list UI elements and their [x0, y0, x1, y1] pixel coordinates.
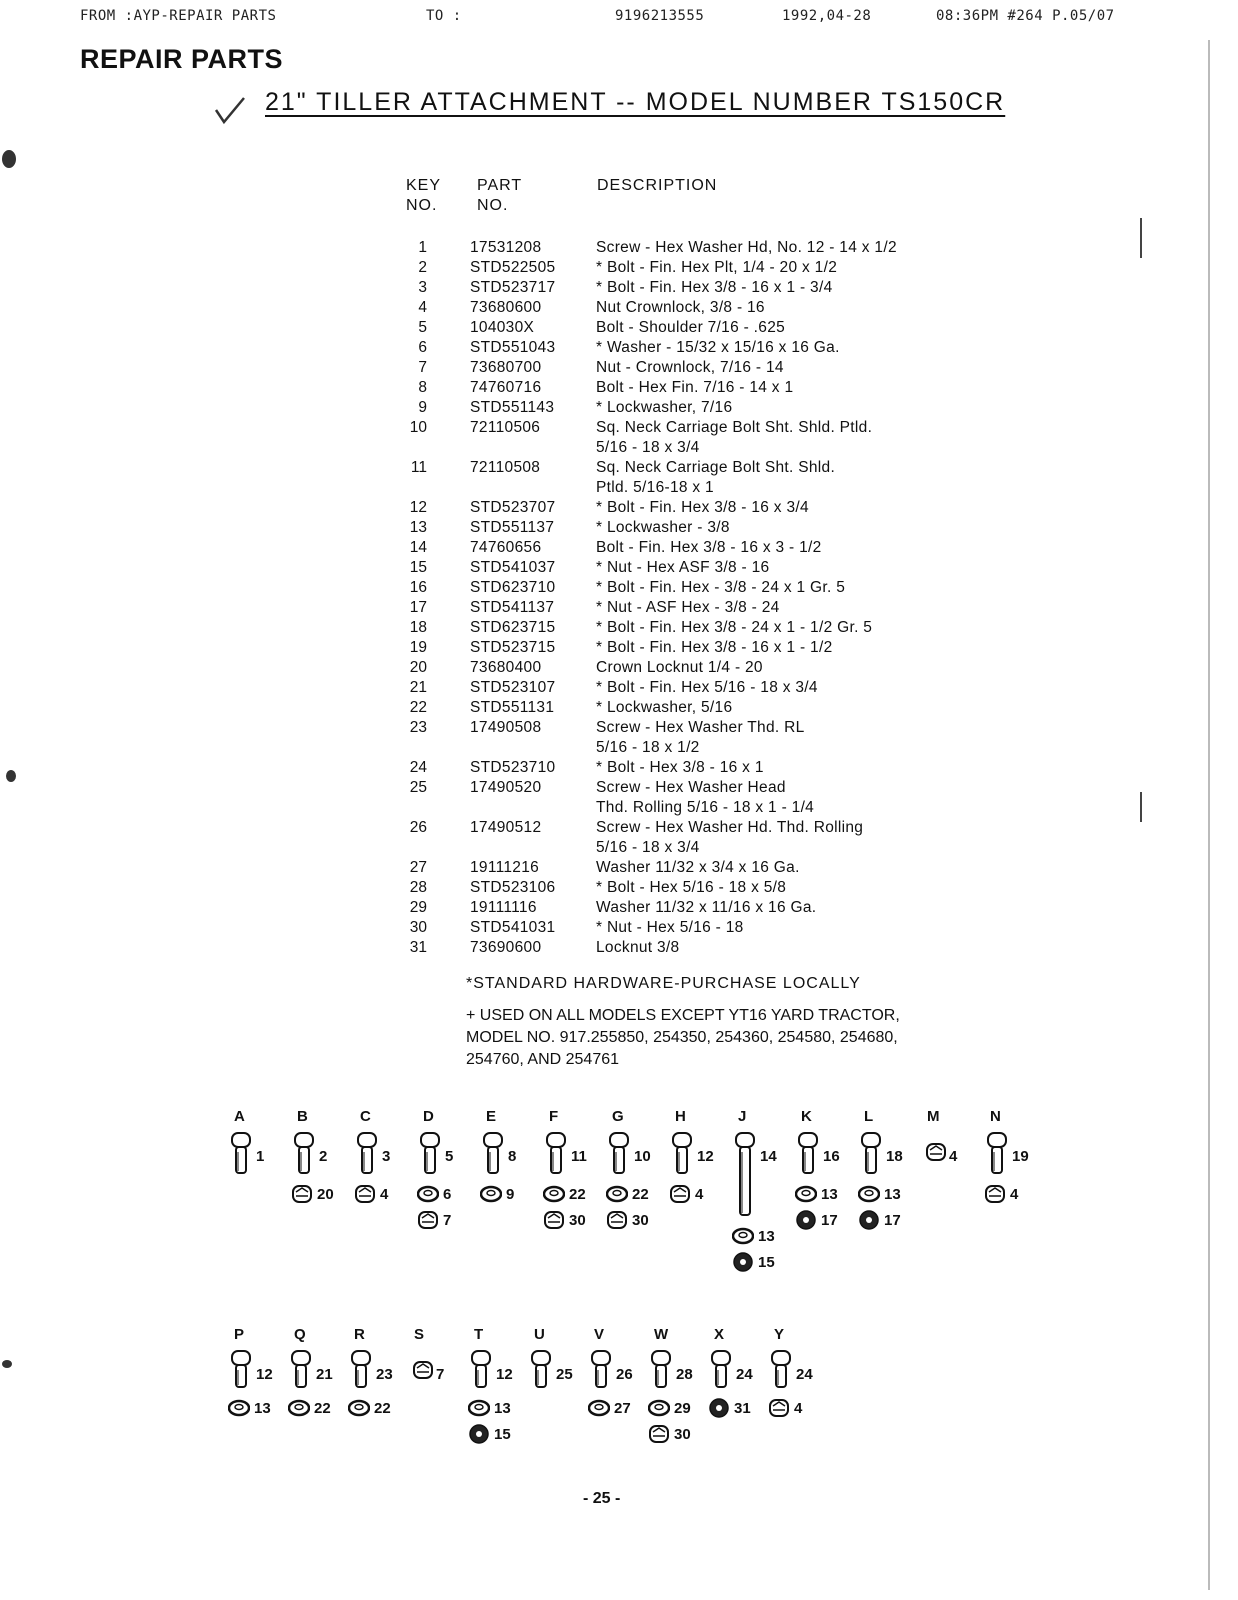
- page-title: REPAIR PARTS: [80, 44, 284, 74]
- fax-from: FROM :AYP-REPAIR PARTS: [80, 8, 277, 24]
- bolt-icon: [860, 1132, 882, 1178]
- key-cell: 30: [409, 919, 427, 936]
- part-number-cell: STD551143: [470, 399, 555, 416]
- part-callout: 4: [949, 1148, 958, 1165]
- bolt-icon: [986, 1132, 1008, 1178]
- description-cell: * Bolt - Fin. Hex - 3/8 - 24 x 1 Gr. 5: [596, 579, 846, 596]
- part-number-cell: 73680600: [470, 299, 542, 316]
- key-cell: 20: [409, 659, 427, 676]
- part-callout: 28: [676, 1366, 693, 1383]
- part-callout: 13: [494, 1400, 511, 1417]
- key-cell: 19: [409, 639, 427, 656]
- part-callout: 13: [758, 1228, 775, 1245]
- bolt-icon: [419, 1132, 441, 1178]
- description-cell: Screw - Hex Washer Hd. Thd. Rolling 5/16 - 18 x 3/4: [596, 819, 864, 856]
- nut-icon: [412, 1360, 434, 1380]
- part-number-cell: 104030X: [470, 319, 535, 336]
- part-label: A: [234, 1108, 245, 1125]
- part-number-cell: STD541037: [470, 559, 556, 576]
- part-callout: 19: [1012, 1148, 1029, 1165]
- part-callout: 31: [734, 1400, 751, 1417]
- part-label: E: [486, 1108, 497, 1125]
- part-number-cell: 19111216: [470, 859, 540, 876]
- key-cell: 8: [418, 379, 427, 396]
- key-cell: 23: [409, 719, 427, 736]
- part-callout: 30: [674, 1426, 691, 1443]
- part-number-cell: 17490520: [470, 779, 542, 796]
- part-callout: 15: [494, 1426, 511, 1443]
- part-number-cell: 17490512: [470, 819, 542, 836]
- key-cell: 10: [409, 419, 427, 436]
- washer-icon: [228, 1398, 250, 1418]
- part-callout: 29: [674, 1400, 691, 1417]
- washer-icon: [417, 1184, 439, 1204]
- part-callout: 2: [319, 1148, 328, 1165]
- dark-icon: [732, 1252, 754, 1272]
- part-number-cell: STD623710: [470, 579, 556, 596]
- description-cell: * Nut - ASF Hex - 3/8 - 24: [596, 599, 780, 616]
- part-number-cell: 73680400: [470, 659, 542, 676]
- part-callout: 18: [886, 1148, 903, 1165]
- part-callout: 25: [556, 1366, 573, 1383]
- part-callout: 27: [614, 1400, 631, 1417]
- part-callout: 17: [821, 1212, 838, 1229]
- key-cell: 22: [409, 699, 427, 716]
- description-cell: Bolt - Fin. Hex 3/8 - 16 x 3 - 1/2: [596, 539, 822, 556]
- fax-phone: 9196213555: [615, 8, 705, 24]
- bolt-icon: [470, 1350, 492, 1392]
- washer-icon: [732, 1226, 754, 1246]
- bolt-icon: [590, 1350, 612, 1392]
- washer-icon: [543, 1184, 565, 1204]
- fax-time-page: 08:36PM #264 P.05/07: [936, 8, 1115, 24]
- part-callout: 4: [695, 1186, 704, 1203]
- scan-speck: [6, 770, 16, 782]
- description-cell: * Lockwasher, 7/16: [596, 399, 733, 416]
- part-callout: 15: [758, 1254, 775, 1271]
- column-header-description: DESCRIPTION: [597, 177, 718, 194]
- description-cell: * Lockwasher - 3/8: [596, 519, 730, 536]
- part-label: W: [654, 1326, 669, 1343]
- key-cell: 24: [409, 759, 427, 776]
- description-cell: Nut Crownlock, 3/8 - 16: [596, 299, 765, 316]
- part-callout: 22: [374, 1400, 391, 1417]
- key-cell: 25: [409, 779, 427, 796]
- description-cell: * Bolt - Fin. Hex 3/8 - 16 x 3/4: [596, 499, 809, 516]
- part-number-cell: STD523710: [470, 759, 556, 776]
- part-number-cell: STD523717: [470, 279, 556, 296]
- description-cell: Nut - Crownlock, 7/16 - 14: [596, 359, 784, 376]
- part-callout: 4: [794, 1400, 803, 1417]
- bolt-icon: [650, 1350, 672, 1392]
- part-label: Y: [774, 1326, 785, 1343]
- scan-speck: [2, 150, 16, 168]
- nut-icon: [606, 1210, 628, 1230]
- fax-header: [80, 8, 1190, 28]
- part-label: B: [297, 1108, 308, 1125]
- part-number-cell: 19111116: [470, 899, 537, 916]
- description-cell: * Nut - Hex ASF 3/8 - 16: [596, 559, 770, 576]
- model-usage-note: + USED ON ALL MODELS EXCEPT YT16 YARD TRACTOR, MODEL NO. 917.255850, 254350, 254360, 254580, 254680, 254760, AND 254761: [466, 1007, 900, 1068]
- part-callout: 20: [317, 1186, 334, 1203]
- part-callout: 23: [376, 1366, 393, 1383]
- dark-icon: [858, 1210, 880, 1230]
- key-cell: 6: [418, 339, 427, 356]
- bolt-icon: [230, 1350, 252, 1392]
- key-cell: 26: [409, 819, 427, 836]
- washer-icon: [588, 1398, 610, 1418]
- part-callout: 7: [443, 1212, 452, 1229]
- part-callout: 30: [632, 1212, 649, 1229]
- description-cell: * Bolt - Hex 3/8 - 16 x 1: [596, 759, 764, 776]
- scan-edge: [1208, 40, 1210, 1590]
- bolt-icon: [797, 1132, 819, 1178]
- part-callout: 6: [443, 1186, 452, 1203]
- column-header-key: KEY NO.: [406, 177, 442, 214]
- bolt-icon: [356, 1132, 378, 1178]
- key-cell: 16: [409, 579, 427, 596]
- key-cell: 1: [418, 239, 427, 256]
- page-subtitle: 21" TILLER ATTACHMENT -- MODEL NUMBER TS150CR: [265, 88, 1006, 116]
- bolt-icon: [710, 1350, 732, 1392]
- part-callout: 4: [1010, 1186, 1019, 1203]
- part-label: D: [423, 1108, 434, 1125]
- description-cell: * Bolt - Fin. Hex 3/8 - 16 x 1 - 1/2: [596, 639, 833, 656]
- part-label: S: [414, 1326, 425, 1343]
- part-callout: 12: [697, 1148, 714, 1165]
- part-label: V: [594, 1326, 605, 1343]
- part-number-cell: STD623715: [470, 619, 556, 636]
- dark-icon: [795, 1210, 817, 1230]
- part-callout: 16: [823, 1148, 840, 1165]
- scan-mark: [1140, 792, 1142, 822]
- washer-icon: [858, 1184, 880, 1204]
- part-number-cell: 17490508: [470, 719, 542, 736]
- description-cell: Screw - Hex Washer Thd. RL 5/16 - 18 x 1/2: [596, 719, 805, 756]
- part-number-cell: STD541137: [470, 599, 555, 616]
- description-cell: Bolt - Hex Fin. 7/16 - 14 x 1: [596, 379, 794, 396]
- part-label: N: [990, 1108, 1001, 1125]
- part-number-cell: STD522505: [470, 259, 556, 276]
- description-cell: Sq. Neck Carriage Bolt Sht. Shld. Ptld. 5/16 - 18 x 3/4: [596, 419, 873, 456]
- bolt-icon: [290, 1350, 312, 1392]
- part-callout: 13: [821, 1186, 838, 1203]
- part-number-cell: STD551043: [470, 339, 556, 356]
- part-label: J: [738, 1108, 747, 1125]
- description-cell: * Nut - Hex 5/16 - 18: [596, 919, 744, 936]
- part-number-cell: STD523107: [470, 679, 556, 696]
- bolt-icon: [671, 1132, 693, 1178]
- part-callout: 8: [508, 1148, 517, 1165]
- description-cell: Screw - Hex Washer Head Thd. Rolling 5/16 - 18 x 1 - 1/4: [596, 779, 815, 816]
- part-number-cell: 73680700: [470, 359, 542, 376]
- key-cell: 2: [418, 259, 427, 276]
- key-cell: 13: [409, 519, 427, 536]
- part-callout: 3: [382, 1148, 391, 1165]
- key-cell: 3: [418, 279, 427, 296]
- part-number-cell: 72110508: [470, 459, 541, 476]
- check-mark-icon: [214, 96, 248, 126]
- scan-mark: [1140, 218, 1142, 258]
- part-callout: 11: [571, 1148, 587, 1165]
- part-number-cell: STD551131: [470, 699, 555, 716]
- key-cell: 14: [409, 539, 427, 556]
- washer-icon: [468, 1398, 490, 1418]
- part-callout: 13: [254, 1400, 271, 1417]
- part-callout: 24: [796, 1366, 813, 1383]
- part-callout: 12: [256, 1366, 273, 1383]
- part-number-cell: STD541031: [470, 919, 556, 936]
- description-cell: * Bolt - Fin. Hex 3/8 - 24 x 1 - 1/2 Gr. 5: [596, 619, 873, 636]
- part-label: M: [927, 1108, 940, 1125]
- part-callout: 22: [632, 1186, 649, 1203]
- description-cell: Washer 11/32 x 3/4 x 16 Ga.: [596, 859, 800, 876]
- part-label: R: [354, 1326, 365, 1343]
- part-callout: 30: [569, 1212, 586, 1229]
- bolt-icon: [350, 1350, 372, 1392]
- part-callout: 22: [569, 1186, 586, 1203]
- bolt-icon: [293, 1132, 315, 1178]
- part-label: P: [234, 1326, 245, 1343]
- key-cell: 7: [418, 359, 427, 376]
- part-number-cell: 72110506: [470, 419, 541, 436]
- part-callout: 9: [506, 1186, 515, 1203]
- part-number-cell: 73690600: [470, 939, 542, 956]
- part-label: C: [360, 1108, 371, 1125]
- description-cell: * Lockwasher, 5/16: [596, 699, 733, 716]
- nut-icon: [417, 1210, 439, 1230]
- part-callout: 24: [736, 1366, 753, 1383]
- part-callout: 22: [314, 1400, 331, 1417]
- part-label: F: [549, 1108, 559, 1125]
- description-cell: Washer 11/32 x 11/16 x 16 Ga.: [596, 899, 817, 916]
- nut-icon: [543, 1210, 565, 1230]
- part-label: T: [474, 1326, 484, 1343]
- part-number-cell: 17531208: [470, 239, 542, 256]
- nut-icon: [768, 1398, 790, 1418]
- part-label: G: [612, 1108, 624, 1125]
- bolt-icon: [530, 1350, 552, 1392]
- description-cell: Locknut 3/8: [596, 939, 680, 956]
- part-number-cell: 74760716: [470, 379, 542, 396]
- key-cell: 27: [409, 859, 427, 876]
- fax-date: 1992,04-28: [782, 8, 872, 24]
- part-callout: 21: [316, 1366, 333, 1383]
- dark-icon: [708, 1398, 730, 1418]
- part-callout: 26: [616, 1366, 633, 1383]
- bolt-icon: [770, 1350, 792, 1392]
- part-callout: 1: [256, 1148, 265, 1165]
- fax-to: TO :: [426, 8, 462, 24]
- part-number-cell: STD551137: [470, 519, 555, 536]
- description-cell: * Bolt - Fin. Hex 3/8 - 16 x 1 - 3/4: [596, 279, 833, 296]
- part-label: U: [534, 1326, 545, 1343]
- description-cell: * Bolt - Fin. Hex 5/16 - 18 x 3/4: [596, 679, 818, 696]
- column-header-part: PART NO.: [477, 177, 523, 214]
- key-cell: 31: [409, 939, 427, 956]
- nut-icon: [354, 1184, 376, 1204]
- description-cell: * Bolt - Fin. Hex Plt, 1/4 - 20 x 1/2: [596, 259, 838, 276]
- part-callout: 17: [884, 1212, 901, 1229]
- page-number: - 25 -: [583, 1490, 621, 1507]
- part-number-cell: STD523715: [470, 639, 556, 656]
- part-label: X: [714, 1326, 725, 1343]
- key-cell: 15: [409, 559, 427, 576]
- washer-icon: [288, 1398, 310, 1418]
- description-cell: Bolt - Shoulder 7/16 - .625: [596, 319, 786, 336]
- key-cell: 12: [409, 499, 427, 516]
- bolt-icon: [545, 1132, 567, 1178]
- part-callout: 4: [380, 1186, 389, 1203]
- washer-icon: [606, 1184, 628, 1204]
- washer-icon: [480, 1184, 502, 1204]
- nut-icon: [669, 1184, 691, 1204]
- part-number-cell: 74760656: [470, 539, 542, 556]
- standard-hardware-note: *STANDARD HARDWARE-PURCHASE LOCALLY: [466, 975, 861, 992]
- description-cell: * Bolt - Hex 5/16 - 18 x 5/8: [596, 879, 787, 896]
- key-cell: 18: [409, 619, 427, 636]
- key-cell: 17: [409, 599, 427, 616]
- part-label: L: [864, 1108, 874, 1125]
- part-label: H: [675, 1108, 686, 1125]
- key-cell: 29: [409, 899, 427, 916]
- part-callout: 10: [634, 1148, 651, 1165]
- part-callout: 14: [760, 1148, 777, 1165]
- description-cell: Crown Locknut 1/4 - 20: [596, 659, 763, 676]
- key-cell: 28: [409, 879, 427, 896]
- key-cell: 21: [409, 679, 427, 696]
- nut-icon: [984, 1184, 1006, 1204]
- nut-icon: [925, 1142, 947, 1162]
- key-cell: 5: [418, 319, 427, 336]
- bolt-icon: [482, 1132, 504, 1178]
- scan-speck: [2, 1360, 12, 1368]
- nut-icon: [648, 1424, 670, 1444]
- part-callout: 12: [496, 1366, 513, 1383]
- key-cell: 9: [418, 399, 427, 416]
- part-callout: 7: [436, 1366, 445, 1383]
- washer-icon: [348, 1398, 370, 1418]
- bolt-icon: [734, 1132, 756, 1220]
- part-callout: 5: [445, 1148, 454, 1165]
- washer-icon: [648, 1398, 670, 1418]
- part-number-cell: STD523106: [470, 879, 556, 896]
- dark-icon: [468, 1424, 490, 1444]
- bolt-icon: [608, 1132, 630, 1178]
- part-callout: 13: [884, 1186, 901, 1203]
- washer-icon: [795, 1184, 817, 1204]
- bolt-icon: [230, 1132, 252, 1178]
- key-cell: 11: [410, 459, 427, 476]
- part-label: K: [801, 1108, 812, 1125]
- part-number-cell: STD523707: [470, 499, 556, 516]
- description-cell: * Washer - 15/32 x 15/16 x 16 Ga.: [596, 339, 840, 356]
- part-label: Q: [294, 1326, 306, 1343]
- nut-icon: [291, 1184, 313, 1204]
- description-cell: Screw - Hex Washer Hd, No. 12 - 14 x 1/2: [596, 239, 897, 256]
- description-cell: Sq. Neck Carriage Bolt Sht. Shld. Ptld. 5/16-18 x 1: [596, 459, 836, 496]
- key-cell: 4: [418, 299, 427, 316]
